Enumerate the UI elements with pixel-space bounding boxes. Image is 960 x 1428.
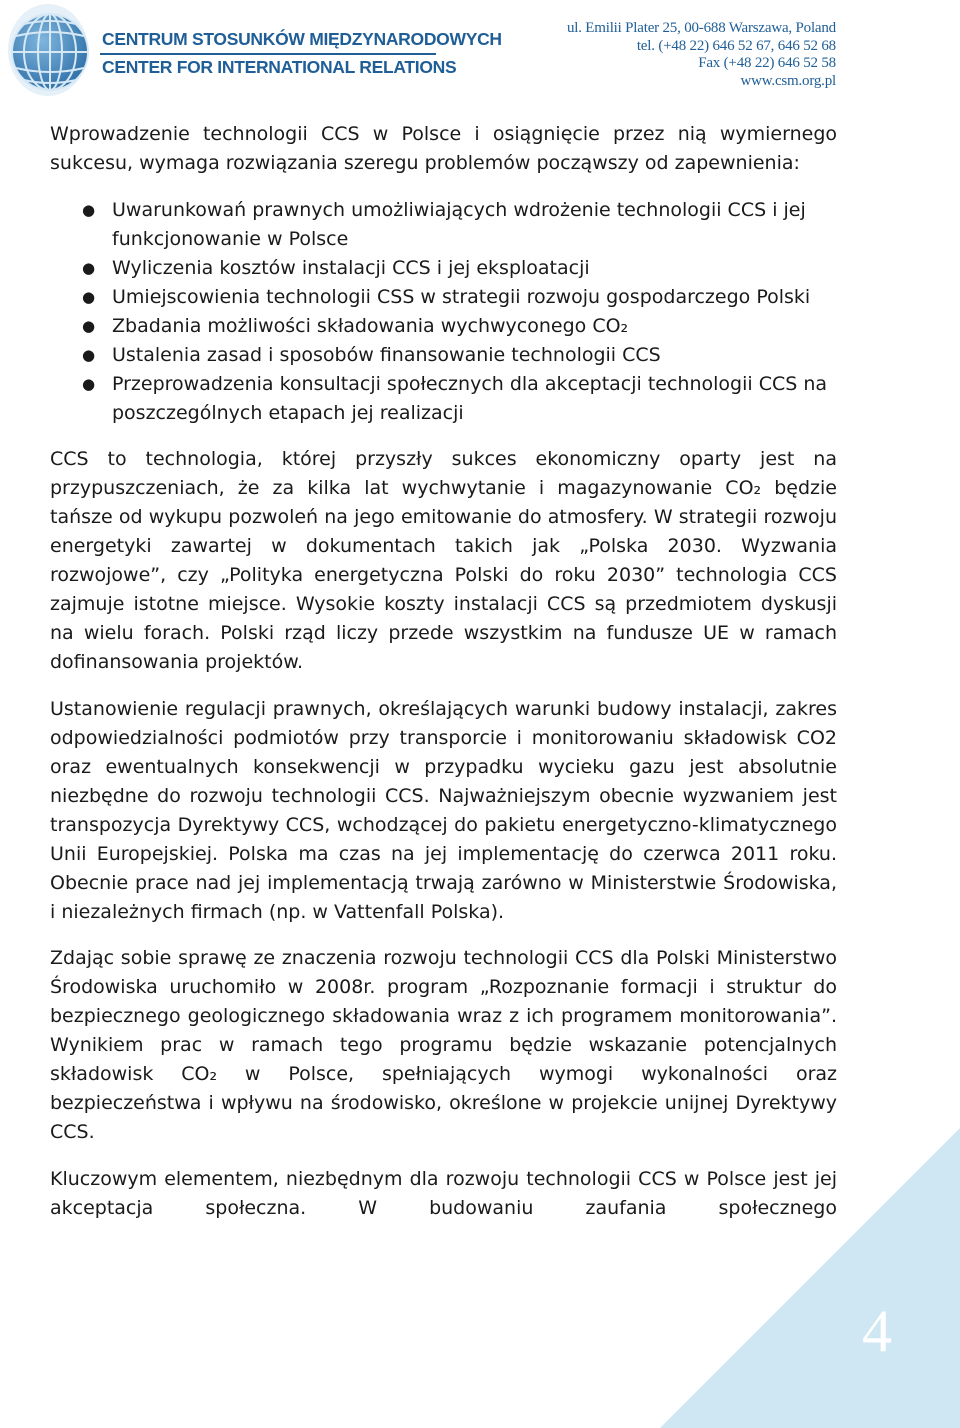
intro-paragraph: Wprowadzenie technologii CCS w Polsce i osiągnięcie przez nią wymiernego sukcesu, wymaga rozwiązania szeregu problemów począwszy od zapewnienia:	[50, 123, 837, 174]
bullet-icon: ●	[82, 287, 96, 306]
fax: Fax (+48 22) 646 52 58	[698, 55, 836, 71]
list-item: ● Zbadania możliwości składowania wychwyconego CO₂	[112, 312, 837, 341]
paragraph-ministry-program: Zdając sobie sprawę ze znaczenia rozwoju technologii CCS dla Polski Ministerstwo Środowiska uruchomiło w 2008r. program „Rozpoznanie formacji i struktur do bezpiecznego geologicznego składowania wraz z ich programem monitorowania”. Wynikiem prac w ramach tego programu będzie wskazanie potencjalnych składowisk CO₂ w Polsce, spełniających wymogi wykonalności oraz bezpieczeństwa i wpływu na środowisko, określone w projekcie unijnej Dyrektywy CCS.	[50, 947, 837, 1143]
header-divider	[100, 53, 436, 55]
phone: tel. (+48 22) 646 52 67, 646 52 68	[636, 37, 836, 54]
corner-decoration	[660, 1128, 960, 1428]
requirements-list	[50, 196, 837, 428]
paragraph-ccs-economics: CCS to technologia, której przyszły sukces ekonomiczny oparty jest na przypuszczeniach, że za kilka lat wychwytanie i magazynowanie CO₂ będzie tańsze od wykupu pozwoleń na jego emitowanie do atmosfery. W strategii rozwoju energetyki zawartej w dokumentach takich jak „Polska 2030. Wyzwania rozwojowe”, czy „Polityka energetyczna Polski do roku 2030” technologia CCS zajmuje istotne miejsce. Wysokie koszty instalacji CCS są przedmiotem dyskusji na wielu forach. Polski rząd liczy przede wszystkim na fundusze UE w ramach dofinansowania projektów.	[50, 448, 837, 673]
address: ul. Emilii Plater 25, 00-688 Warszawa, Poland	[566, 20, 836, 36]
list-item: ● Uwarunkowań prawnych umożliwiających wdrożenie technologii CCS i jej funkcjonowanie w Polsce	[112, 196, 837, 254]
list-item: ● Umiejscowienia technologii CSS w strategii rozwoju gospodarczego Polski	[112, 283, 837, 312]
bullet-icon: ●	[82, 200, 96, 219]
letterhead	[0, 0, 960, 110]
org-name-polish: CENTRUM STOSUNKÓW MIĘDZYNARODOWYCH	[102, 29, 502, 49]
bullet-icon: ●	[82, 258, 96, 277]
paragraph-legal-regulation: Ustanowienie regulacji prawnych, określających warunki budowy instalacji, zakres odpowiedzialności podmiotów przy transporcie i monitorowaniu składowisk CO2 oraz ewentualnych konsekwencji w przypadku wycieku gazu jest absolutnie niezbędne do rozwoju technologii CCS. Najważniejszym obecnie wyzwaniem jest transpozycja Dyrektywy CCS, wchodzącej do pakietu energetyczno-klimatycznego Unii Europejskiej. Polska ma czas na jej implementację do czerwca 2011 roku. Obecnie prace nad jej implementacją trwają zarówno w Ministerstwie Środowiska, i niezależnych firmach (np. w Vattenfall Polska).	[50, 697, 837, 923]
globe-logo-icon	[2, 0, 94, 100]
page-number: 4	[862, 1298, 892, 1364]
contact-block	[567, 20, 836, 90]
document-body	[50, 120, 837, 1240]
bullet-icon: ●	[82, 345, 96, 364]
bullet-icon: ●	[82, 316, 96, 335]
bullet-icon: ●	[82, 374, 96, 393]
list-item: ● Przeprowadzenia konsultacji społecznych dla akceptacji technologii CCS na poszczególnych etapach jej realizacji	[112, 370, 837, 428]
org-name-english: CENTER FOR INTERNATIONAL RELATIONS	[102, 57, 457, 77]
paragraph-social-acceptance: Kluczowym elementem, niezbędnym dla rozwoju technologii CCS w Polsce jest jej akceptacja społeczna. W budowaniu zaufania społecznego	[50, 1167, 837, 1219]
list-item: ● Ustalenia zasad i sposobów finansowanie technologii CCS	[112, 341, 837, 370]
website-link[interactable]: www.csm.org.pl	[740, 72, 836, 89]
list-item: ● Wyliczenia kosztów instalacji CCS i jej eksploatacji	[112, 254, 837, 283]
